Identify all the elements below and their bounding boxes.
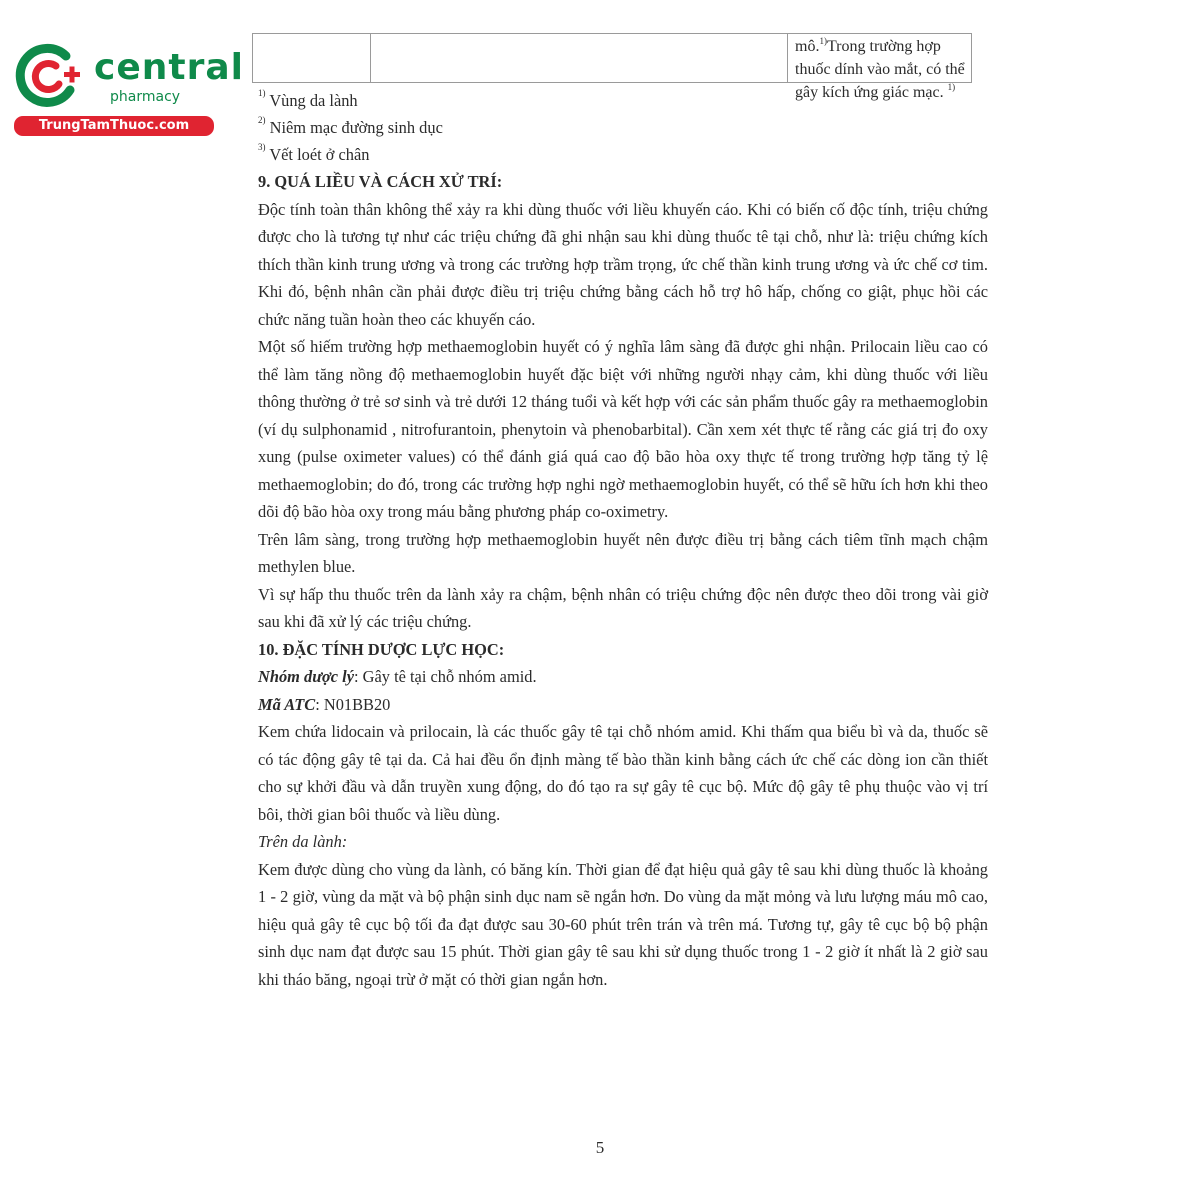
section-10-heading: 10. ĐẶC TÍNH DƯỢC LỰC HỌC:: [258, 639, 505, 659]
logo-subtitle: pharmacy: [110, 89, 181, 105]
cell-text-2: Trong trường hợp thuốc dính vào mắt, có thể gây kích ứng giác mạc.: [795, 38, 965, 101]
footnote-mark: 3): [258, 142, 266, 152]
atc-label: Mã ATC: [258, 694, 316, 714]
footnote-mark: 1): [258, 88, 266, 98]
footnote-3: [258, 141, 988, 168]
logo-brand: central: [94, 47, 244, 88]
table-cell-empty-1: [253, 34, 371, 82]
footnote-1: [258, 87, 988, 114]
pharmacologic-group: [258, 663, 988, 691]
page-number: 5: [595, 1138, 605, 1157]
table-cell-empty-2: [371, 34, 788, 82]
group-value: : Gây tê tại chỗ nhóm amid.: [354, 667, 537, 686]
footnote-text: Niêm mạc đường sinh dục: [269, 118, 443, 137]
section-9-paragraph-3: Trên lâm sàng, trong trường hợp methaemoglobin huyết nên được điều trị bằng cách tiêm tĩnh mạch chậm methylen blue.: [258, 529, 988, 576]
cell-sup-1: 1): [819, 36, 827, 46]
document-body: [258, 87, 988, 993]
section-9-paragraph-4: Vì sự hấp thu thuốc trên da lành xảy ra chậm, bệnh nhân có triệu chứng độc nên được theo dõi trong vài giờ sau khi đã xử lý các triệu chứng.: [258, 584, 988, 631]
section-9-paragraph-2: Một số hiếm trường hợp methaemoglobin huyết có ý nghĩa lâm sàng đã được ghi nhận. Prilocain liều cao có thể làm tăng nồng độ methaemoglobin huyết đặc biệt với những người nhạy cảm, khi dùng thuốc với liều thông thường ở trẻ sơ sinh và trẻ dưới 12 tháng tuổi và kết hợp với các sản phẩm thuốc gây ra methaemoglobin (ví dụ sulphonamid , nitrofurantoin, phenytoin và phenobarbital). Cần xem xét thực tế rằng các giá trị đo oxy xung (pulse oximeter values) có thể đánh giá quá cao độ bão hòa oxy thực tế trong trường hợp tăng tỷ lệ methaemoglobin; do đó, trong các trường hợp nghi ngờ methaemoglobin huyết, có thể sẽ hữu ích hơn khi theo dõi độ bão hòa oxy trong máu bằng phương pháp co-oximetry.: [258, 337, 988, 521]
cell-sup-2: 1): [947, 82, 956, 92]
footnote-2: [258, 114, 988, 141]
footnote-text: Vết loét ở chân: [269, 145, 370, 164]
section-10-paragraph-2: Kem được dùng cho vùng da lành, có băng kín. Thời gian để đạt hiệu quả gây tê sau khi dùng thuốc là khoảng 1 - 2 giờ, vùng da mặt và bộ phận sinh dục nam sẽ ngắn hơn. Do vùng da mặt mỏng và lưu lượng máu mô cao, hiệu quả gây tê cục bộ tối đa đạt được sau 30-60 phút trên trán và trên má. Tương tự, gây tê cục bộ bộ phận sinh dục nam đạt được sau 15 phút. Thời gian gây tê sau khi sử dụng thuốc trong 1 - 2 giờ ít nhất là 2 giờ sau khi tháo băng, ngoại trừ ở mặt có thời gian ngắn hơn.: [258, 859, 988, 989]
footnote-mark: 2): [258, 115, 266, 125]
cell-text-1: mô.: [795, 38, 820, 55]
section-9-heading: 9. QUÁ LIỀU VÀ CÁCH XỬ TRÍ:: [258, 172, 503, 191]
logo-url-badge: TrungTamThuoc.com: [14, 116, 214, 136]
section-10-subheading: Trên da lành:: [258, 832, 348, 851]
section-9-paragraph-1: Độc tính toàn thân không thể xảy ra khi dùng thuốc với liều khuyến cáo. Khi có biến cố độc tính, triệu chứng được cho là tương tự như các triệu chứng đã ghi nhận sau khi dùng thuốc tê tại chỗ, như là: triệu chứng kích thích thần kinh trung ương và trong các trường hợp trầm trọng, ức chế thần kinh trung ương và ức chế cơ tim. Khi đó, bệnh nhân cần phải được điều trị triệu chứng bằng cách hỗ trợ hô hấp, chống co giật, phục hồi các chức năng tuần hoàn theo các khuyến cáo.: [258, 199, 988, 329]
pharmacy-logo: [8, 38, 244, 138]
section-10-paragraph-1: Kem chứa lidocain và prilocain, là các thuốc gây tê tại chỗ nhóm amid. Khi thấm qua biểu bì và da, thuốc sẽ có tác động gây tê tại da. Cả hai đều ổn định màng tế bào thần kinh bằng cách ức chế các dòng ion cần thiết cho sự khởi đầu và dẫn truyền xung động, do đó tạo ra sự gây tê cục bộ. Mức độ gây tê phụ thuộc vào vị trí bôi, thời gian bôi thuốc và liều dùng.: [258, 722, 988, 824]
atc-code: [258, 691, 988, 719]
atc-value: : N01BB20: [315, 694, 391, 714]
group-label: Nhóm dược lý: [258, 667, 355, 686]
central-pharmacy-logo-icon: [8, 38, 88, 118]
footnote-text: Vùng da lành: [269, 91, 358, 110]
